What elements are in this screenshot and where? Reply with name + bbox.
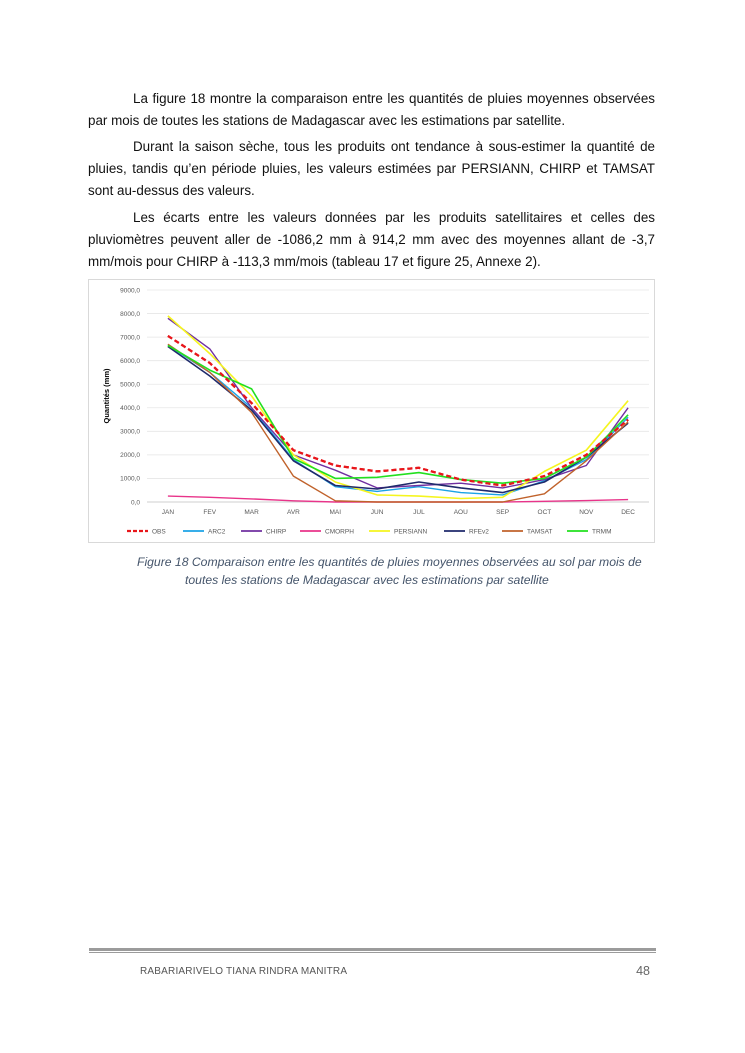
figure-caption — [137, 553, 657, 589]
chart-legend — [127, 528, 612, 535]
x-tick-label: AOU — [453, 509, 468, 516]
x-tick-label: SEP — [496, 509, 510, 516]
y-tick-label: 2000,0 — [120, 452, 140, 460]
y-tick-label: 1000,0 — [120, 475, 140, 483]
x-tick-label: JAN — [161, 509, 175, 516]
legend-label-rfev2: RFEv2 — [469, 528, 489, 536]
y-tick-label: 0,0 — [130, 499, 140, 507]
page-number: 48 — [636, 964, 650, 978]
legend-label-chirp: CHIRP — [266, 528, 287, 536]
y-tick-label: 3000,0 — [120, 428, 140, 436]
legend-label-obs: OBS — [152, 528, 166, 536]
caption-line-2: toutes les stations de Madagascar avec les estimations par satellite — [185, 573, 549, 587]
rainfall-chart — [88, 279, 655, 543]
x-tick-label: JUL — [413, 509, 425, 516]
x-tick-label: MAR — [244, 509, 259, 516]
legend-label-cmorph: CMORPH — [325, 528, 354, 536]
x-tick-label: OCT — [537, 509, 552, 516]
paragraph-3: Les écarts entre les valeurs données par les produits satellitaires et celles des pluviomètres peuvent aller de -1086,2 mm à 914,2 mm avec des moyennes allant de -3,7 mm/mois pour CHIRP à -113,3 mm/mois (tableau 17 et figure 25, Annexe 2). — [88, 210, 655, 269]
legend-label-persiann: PERSIANN — [394, 528, 428, 536]
series-line-obs — [168, 336, 628, 486]
chart-series — [168, 316, 628, 502]
y-tick-label: 8000,0 — [120, 310, 140, 318]
y-tick-label: 6000,0 — [120, 357, 140, 365]
footer-author: RABARIARIVELO TIANA RINDRA MANITRA — [140, 966, 348, 977]
paragraph-2: Durant la saison sèche, tous les produits ont tendance à sous-estimer la quantité de pluies, tandis qu’en période pluies, les valeurs estimées par PERSIANN, CHIRP et TAMSAT sont au-dessus des valeurs. — [88, 139, 655, 198]
legend-label-arc2: ARC2 — [208, 528, 226, 536]
x-tick-label: MAI — [329, 509, 342, 516]
series-line-chirp — [168, 318, 628, 488]
paragraph-1: La figure 18 montre la comparaison entre les quantités de pluies moyennes observées par mois de toutes les stations de Madagascar avec les estimations par satellite. — [88, 91, 655, 128]
y-tick-label: 7000,0 — [120, 334, 140, 342]
x-axis-ticks — [162, 509, 635, 516]
y-tick-label: 4000,0 — [120, 405, 140, 413]
caption-line-1: Figure 18 Comparaison entre les quantités de pluies moyennes observées au sol par mois de — [137, 555, 642, 569]
x-tick-label: NOV — [579, 509, 594, 516]
x-tick-label: DEC — [621, 509, 635, 516]
legend-label-trmm: TRMM — [592, 528, 612, 536]
x-tick-label: AVR — [286, 509, 300, 516]
y-tick-label: 5000,0 — [120, 381, 140, 389]
y-tick-label: 9000,0 — [120, 287, 140, 295]
x-tick-label: JUN — [370, 509, 384, 516]
series-line-obs-top — [168, 336, 628, 486]
footer-rule — [89, 948, 656, 951]
footer-rule-thin — [89, 952, 656, 953]
chart-canvas — [89, 280, 654, 542]
legend-label-tamsat: TAMSAT — [527, 528, 553, 536]
y-axis-label: Quantités (mm) — [102, 368, 111, 424]
series-line-cmorph — [168, 496, 628, 502]
y-axis-ticks — [120, 287, 140, 506]
x-tick-label: FEV — [203, 509, 217, 516]
series-line-trmm — [168, 345, 628, 483]
